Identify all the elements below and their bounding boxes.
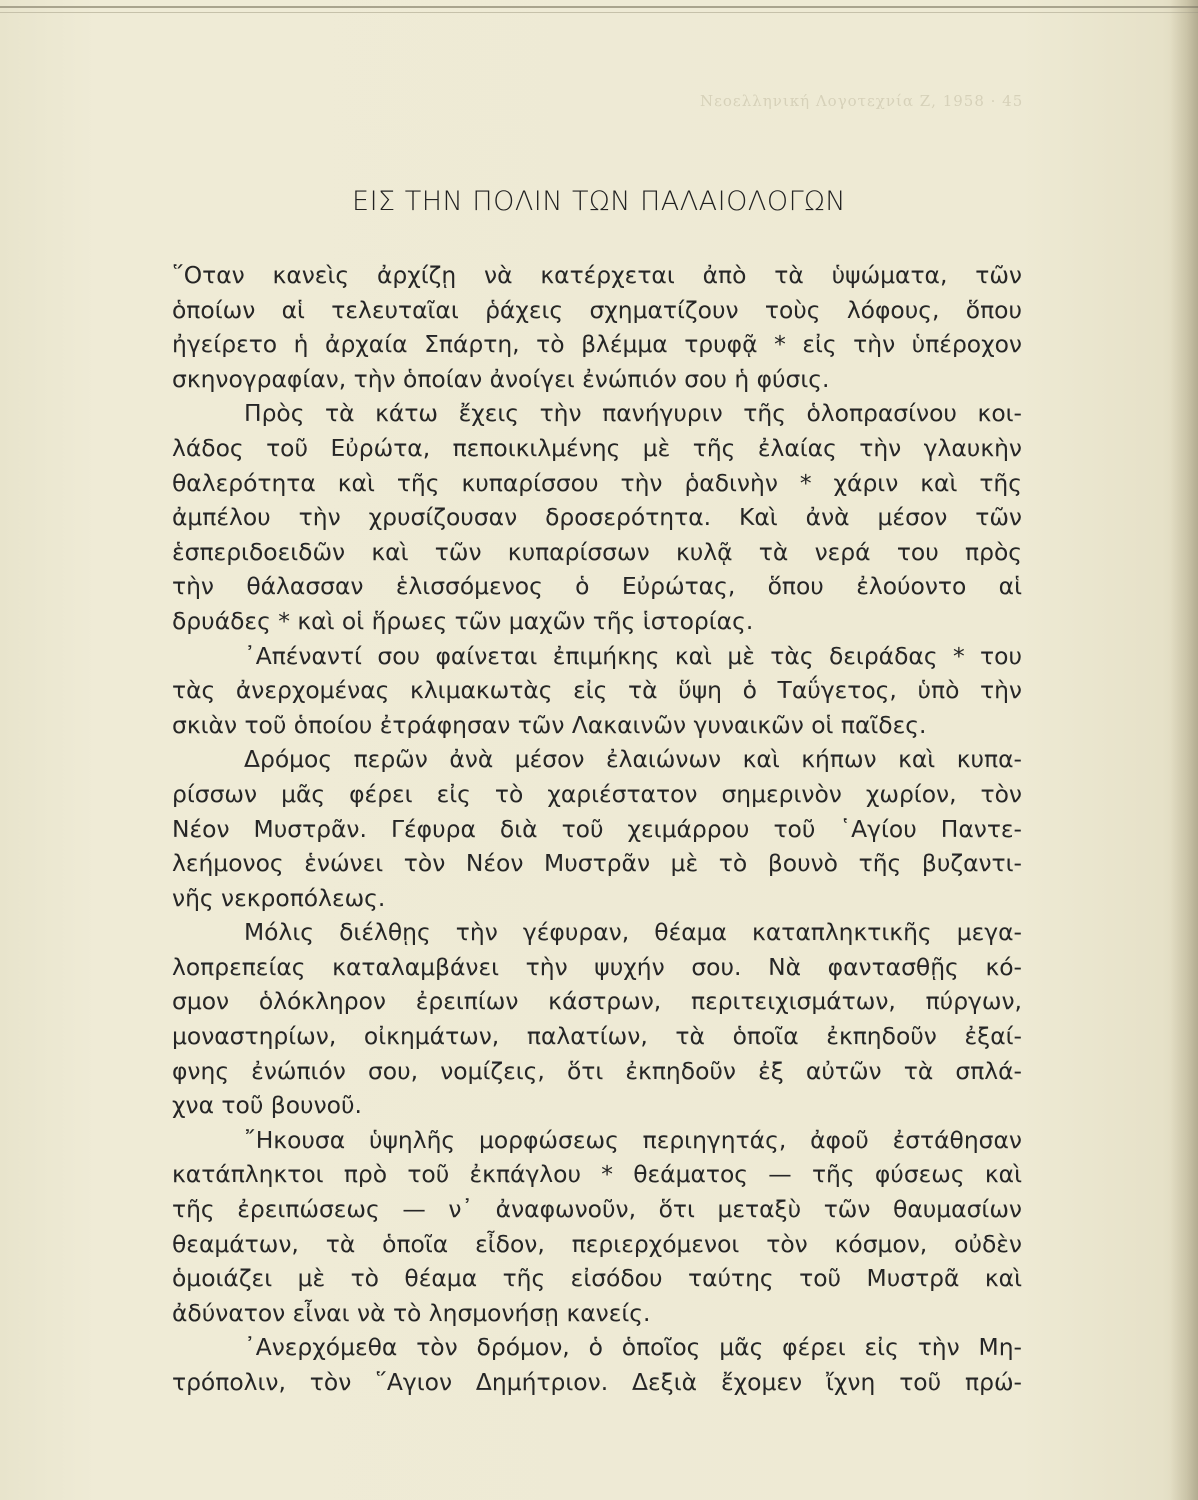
page-title: ΕΙΣ ΤΗΝ ΠΟΛΙΝ ΤΩΝ ΠΑΛΑΙΟΛΟΓΩΝ: [352, 186, 846, 217]
text-line: ᾿Απέναντί σου φαίνεται ἐπιμήκης καὶ μὲ τὰς δειράδας * του: [244, 641, 1022, 670]
text-line: ἑσπεριδοειδῶν καὶ τῶν κυπαρίσσων κυλᾷ τὰ νερά του πρὸς: [172, 537, 1022, 566]
page-edge-shadow: [1170, 0, 1198, 1500]
text-line: θαλερότητα καὶ τῆς κυπαρίσσου τὴν ῥαδινὴν * χάριν καὶ τῆς: [172, 468, 1022, 497]
text-line: Πρὸς τὰ κάτω ἔχεις τὴν πανήγυριν τῆς ὁλοπρασίνου κοι-: [244, 399, 1022, 428]
article-body: [172, 258, 1022, 1400]
text-line: ᾿Ανερχόμεθα τὸν δρόμον, ὁ ὁποῖος μᾶς φέρει εἰς τὴν Μη-: [244, 1333, 1022, 1362]
text-line: χνα τοῦ βουνοῦ.: [172, 1091, 362, 1120]
text-line: φνης ἐνώπιόν σου, νομίζεις, ὅτι ἐκπηδοῦν ἐξ αὐτῶν τὰ σπλά-: [172, 1056, 1022, 1085]
text-line: ἀδύνατον εἶναι νὰ τὸ λησμονήσῃ κανείς.: [172, 1298, 651, 1327]
text-line: Μόλις διέλθῃς τὴν γέφυραν, θέαμα καταπληκτικῆς μεγα-: [244, 918, 1022, 947]
text-line: ῎Ηκουσα ὑψηλῆς μορφώσεως περιηγητάς, ἀφοῦ ἐστάθησαν: [244, 1125, 1022, 1154]
text-line: Δρόμος περῶν ἀνὰ μέσον ἐλαιώνων καὶ κήπων καὶ κυπα-: [244, 745, 1022, 774]
text-line: ρίσσων μᾶς φέρει εἰς τὸ χαριέστατον σημερινὸν χωρίον, τὸν: [172, 779, 1022, 808]
text-line: τῆς ἐρειπώσεως — ν᾿ ἀναφωνοῦν, ὅτι μεταξὺ τῶν θαυμασίων: [172, 1195, 1022, 1224]
text-line: Νέον Μυστρᾶν. Γέφυρα διὰ τοῦ χειμάρρου τοῦ ῾Αγίου Παντε-: [172, 814, 1022, 843]
text-line: ἀμπέλου τὴν χρυσίζουσαν δροσερότητα. Καὶ ἀνὰ μέσον τῶν: [172, 503, 1022, 532]
top-border-rule: [0, 6, 1198, 8]
top-border-rule-thin: [0, 12, 1198, 13]
text-line: ἠγείρετο ἡ ἀρχαία Σπάρτη, τὸ βλέμμα τρυφᾷ * εἰς τὴν ὑπέροχον: [172, 330, 1022, 359]
text-line: ὁμοιάζει μὲ τὸ θέαμα τῆς εἰσόδου ταύτης τοῦ Μυστρᾶ καὶ: [172, 1264, 1022, 1293]
text-line: τρόπολιν, τὸν ῞Αγιον Δημήτριον. Δεξιὰ ἔχομεν ἴχνη τοῦ πρώ-: [172, 1368, 1022, 1396]
text-line: ὁποίων αἱ τελευταῖαι ῥάχεις σχηματίζουν τοὺς λόφους, ὅπου: [172, 295, 1022, 324]
text-line: τὴν θάλασσαν ἑλισσόμενος ὁ Εὐρώτας, ὅπου ἐλούοντο αἱ: [172, 572, 1022, 601]
text-line: λάδος τοῦ Εὐρώτα, πεποικιλμένης μὲ τῆς ἐλαίας τὴν γλαυκὴν: [172, 433, 1022, 462]
text-line: θεαμάτων, τὰ ὁποῖα εἶδον, περιερχόμενοι τὸν κόσμον, οὐδὲν: [172, 1229, 1022, 1258]
bleed-through-header: Νεοελληνική Λογοτεχνία Ζ, 1958 · 45: [700, 92, 1024, 110]
text-line: ῞Οταν κανεὶς ἀρχίζῃ νὰ κατέρχεται ἀπὸ τὰ ὑψώματα, τῶν: [172, 261, 1022, 289]
text-line: σκιὰν τοῦ ὁποίου ἐτράφησαν τῶν Λακαινῶν γυναικῶν οἱ παῖδες.: [172, 710, 927, 739]
text-line: δρυάδες * καὶ οἱ ἥρωες τῶν μαχῶν τῆς ἱστορίας.: [172, 606, 754, 635]
text-line: σμον ὁλόκληρον ἐρειπίων κάστρων, περιτειχισμάτων, πύργων,: [172, 987, 1022, 1016]
text-line: σκηνογραφίαν, τὴν ὁποίαν ἀνοίγει ἐνώπιόν σου ἡ φύσις.: [172, 364, 830, 393]
text-line: μοναστηρίων, οἰκημάτων, παλατίων, τὰ ὁποῖα ἐκπηδοῦν ἐξαί-: [172, 1022, 1022, 1051]
text-line: κατάπληκτοι πρὸ τοῦ ἐκπάγλου * θεάματος — τῆς φύσεως καὶ: [172, 1160, 1022, 1189]
text-line: λοπρεπείας καταλαμβάνει τὴν ψυχήν σου. Νὰ φαντασθῇς κό-: [172, 952, 1022, 981]
text-line: λεήμονος ἑνώνει τὸν Νέον Μυστρᾶν μὲ τὸ βουνὸ τῆς βυζαντι-: [172, 849, 1022, 878]
text-line: τὰς ἀνερχομένας κλιμακωτὰς εἰς τὰ ὕψη ὁ Ταΰγετος, ὑπὸ τὴν: [172, 676, 1022, 705]
text-line: νῆς νεκροπόλεως.: [172, 883, 386, 912]
